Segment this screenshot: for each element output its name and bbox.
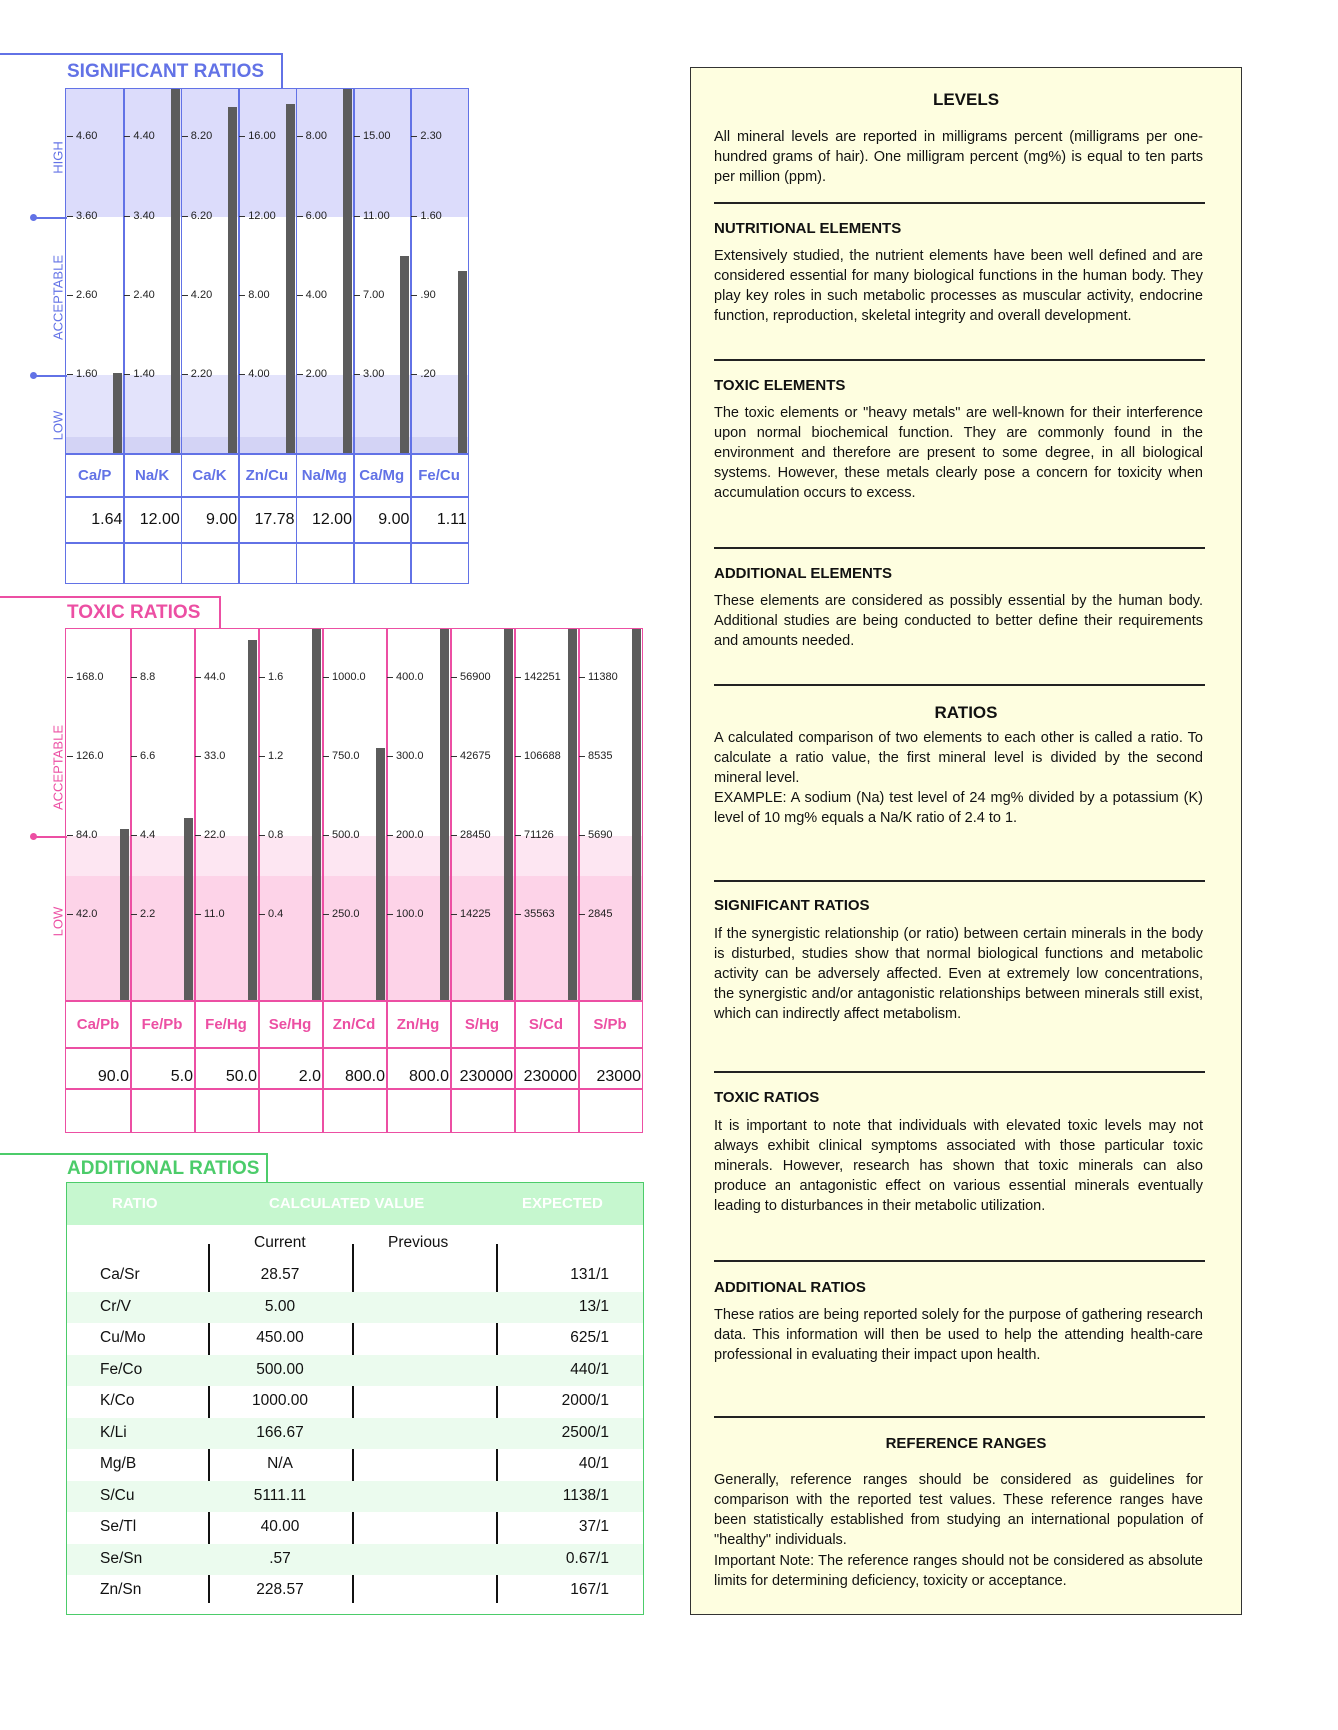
tick-label: 4.4	[131, 829, 155, 841]
tick-label: 126.0	[67, 750, 104, 762]
ratio-bar	[376, 748, 385, 1000]
row-current: 166.67	[256, 1423, 304, 1441]
header-expected: EXPECTED	[522, 1195, 603, 1212]
tick-label: 2.30	[411, 130, 441, 142]
row-current: 28.57	[260, 1266, 300, 1283]
row-expected: 37/1	[578, 1518, 609, 1535]
divider	[714, 547, 1205, 549]
tick-label: 3.00	[354, 368, 384, 380]
tick-label: 16.00	[239, 130, 276, 142]
tick-label: 250.0	[323, 908, 360, 920]
table-row	[67, 1418, 643, 1449]
band-label-high: HIGH	[50, 141, 66, 174]
tick-label: 4.60	[67, 130, 97, 142]
additional-elements-heading: ADDITIONAL ELEMENTS	[714, 565, 893, 582]
row-expected: 625/1	[570, 1329, 609, 1346]
column-divider	[194, 629, 196, 1133]
tick-label: 4.00	[239, 368, 269, 380]
tick-label: 8.20	[182, 130, 212, 142]
table-row	[67, 1481, 643, 1512]
blank-row-line	[66, 542, 468, 544]
ratio-bar	[184, 818, 193, 1000]
row-expected: 2000/1	[561, 1392, 609, 1409]
tick-label: 71126	[515, 829, 554, 841]
ratio-label: S/Pb	[593, 1016, 627, 1033]
row-ratio: Cr/V	[100, 1297, 131, 1315]
header-ratio: RATIO	[112, 1195, 158, 1212]
ratio-label: Fe/Cu	[418, 467, 460, 484]
tick-label: 33.0	[195, 750, 225, 762]
tick-label: 500.0	[323, 829, 360, 841]
additional-ratios-title: ADDITIONAL RATIOS	[67, 1158, 260, 1179]
row-current: 500.00	[256, 1360, 304, 1378]
row-ratio: K/Li	[100, 1423, 127, 1441]
band-label-acceptable: ACCEPTABLE	[50, 255, 66, 341]
tick-label: 2845	[579, 908, 612, 920]
additional-ratios-heading: ADDITIONAL RATIOS	[714, 1279, 866, 1296]
column-divider	[450, 629, 452, 1133]
row-expected: 0.67/1	[565, 1549, 609, 1567]
ratio-bar	[458, 271, 467, 453]
tick-label: 42.0	[67, 908, 97, 920]
row-current: 450.00	[256, 1329, 304, 1346]
row-ratio: Se/Sn	[100, 1549, 143, 1567]
ratio-label: Na/Mg	[301, 467, 347, 484]
tick-label: 56900	[451, 671, 491, 683]
tick-label: 3.60	[67, 210, 97, 222]
section-tab-line	[0, 53, 282, 55]
ratio-bar	[113, 373, 122, 453]
tick-label: 6.6	[131, 750, 155, 762]
divider	[714, 880, 1205, 882]
tick-label: 100.0	[387, 908, 424, 920]
tick-label: 6.00	[297, 210, 327, 222]
row-ratio: Fe/Co	[100, 1360, 143, 1378]
table-row	[67, 1292, 643, 1323]
ratio-value: 90.0	[97, 1068, 129, 1085]
row-expected: 13/1	[578, 1297, 609, 1315]
row-expected: 1138/1	[562, 1486, 609, 1504]
section-tab-edge	[219, 596, 221, 629]
tick-label: 2.2	[131, 908, 155, 920]
ratio-value: 2.0	[298, 1068, 321, 1085]
ratio-bar	[171, 89, 180, 453]
tick-label: 2.00	[297, 368, 327, 380]
column-divider	[258, 629, 260, 1133]
toxic-ratios-text: It is important to note that individuals with elevated toxic levels may not always exhibit clinical symptoms associated with those particular toxic minerals. However, research has shown that toxic minerals can also produce an antagonistic effect on various essential minerals eventually leading to disturbances in their metabolic utilization.	[714, 1118, 1203, 1214]
ratio-label: Zn/Cu	[245, 467, 289, 484]
tick-label: 8535	[579, 750, 612, 762]
row-current: 40.00	[260, 1518, 300, 1535]
row-ratio: K/Co	[100, 1392, 135, 1409]
ratio-bar	[248, 640, 257, 1000]
ratio-label: Ca/P	[78, 467, 112, 484]
row-expected: 167/1	[570, 1581, 609, 1598]
row-ratio: Se/Tl	[100, 1518, 137, 1535]
ratio-bar	[120, 829, 129, 1000]
blank-row-line	[66, 1088, 642, 1090]
ratio-value: 9.00	[206, 511, 238, 528]
tick-label: 12.00	[239, 210, 276, 222]
table-row	[67, 1260, 643, 1291]
ratio-label: Fe/Pb	[141, 1016, 183, 1033]
table-row	[67, 1575, 643, 1606]
ratio-value: 12.00	[311, 511, 352, 528]
ratio-bar	[400, 256, 409, 453]
levels-text: All mineral levels are reported in milligrams percent (milligrams per one-hundred grams of hair). One milligram percent (mg%) is equal to ten parts per million (ppm).	[714, 129, 1203, 185]
tick-label: 4.00	[297, 289, 327, 301]
ratio-label: S/Hg	[464, 1016, 500, 1033]
band-label-low: LOW	[50, 410, 66, 441]
tick-label: 8.00	[297, 130, 327, 142]
tick-label: 3.40	[124, 210, 154, 222]
ratios-example: EXAMPLE: A sodium (Na) test level of 24 mg% divided by a potassium (K) level of 10 mg% equals a Na/K ratio of 2.4 to 1.	[714, 790, 1203, 826]
column-divider	[123, 89, 125, 584]
tick-label: 2.60	[67, 289, 97, 301]
row-current: N/A	[267, 1455, 293, 1472]
ratio-bar	[312, 629, 321, 1000]
band-label-low: LOW	[50, 906, 66, 937]
tick-label: 168.0	[67, 671, 104, 683]
ratios-text: A calculated comparison of two elements to each other is called a ratio. To calculate a ratio value, the first mineral level is divided by the second mineral level.	[714, 730, 1203, 786]
divider	[714, 1416, 1205, 1418]
table-row	[67, 1355, 643, 1386]
column-divider	[514, 629, 516, 1133]
tick-label: 7.00	[354, 289, 384, 301]
tick-label: 1.40	[124, 368, 154, 380]
tick-label: 1.2	[259, 750, 283, 762]
row-expected: 40/1	[578, 1455, 609, 1472]
value-row-line	[66, 496, 468, 498]
row-ratio: S/Cu	[100, 1486, 135, 1504]
table-row	[67, 1386, 643, 1417]
ratio-bar	[286, 104, 295, 453]
low-boundary-line	[33, 375, 67, 377]
significant-ratios-heading: SIGNIFICANT RATIOS	[714, 897, 870, 914]
tick-label: 4.40	[124, 130, 154, 142]
tick-label: 142251	[515, 671, 561, 683]
column-divider	[410, 89, 412, 584]
tick-label: 300.0	[387, 750, 424, 762]
subheader-current: Current	[254, 1234, 306, 1251]
tick-label: 1000.0	[323, 671, 366, 683]
tick-label: 11.00	[354, 210, 390, 222]
row-current: 5111.11	[253, 1486, 307, 1504]
ratio-value: 800.0	[344, 1068, 385, 1085]
tick-label: 1.60	[67, 368, 97, 380]
significant-ratios-text: If the synergistic relationship (or ratio) between certain minerals in the body is disturbed, studies show that normal biological functions and metabolic activity can be adversely affected. Even at extremely low concentrations, the synergistic and/or antagonistic relationships between minerals still exist, which can indirectly affect metabolism.	[714, 926, 1203, 1022]
row-expected: 2500/1	[561, 1423, 609, 1441]
ratio-value: 50.0	[225, 1068, 257, 1085]
tick-label: 2.40	[124, 289, 154, 301]
column-divider	[296, 89, 298, 584]
ratio-label: S/Cd	[528, 1016, 564, 1033]
reference-ranges-note: Important Note: The reference ranges should not be considered as absolute limits for determining deficiency, toxicity or acceptance.	[714, 1553, 1203, 1589]
tick-label: 0.8	[259, 829, 283, 841]
row-current: 228.57	[256, 1581, 304, 1598]
low-band	[66, 876, 642, 1000]
ratio-bar	[343, 89, 352, 453]
tick-label: 2.20	[182, 368, 212, 380]
label-row-line	[66, 1000, 642, 1002]
column-divider	[322, 629, 324, 1133]
tick-label: 750.0	[323, 750, 360, 762]
tick-label: 15.00	[354, 130, 391, 142]
table-row	[67, 1323, 643, 1354]
section-tab-edge	[281, 53, 283, 89]
tick-label: .20	[411, 368, 435, 380]
ratio-label: Se/Hg	[268, 1016, 312, 1033]
low-band-upper	[66, 836, 642, 876]
tick-label: .90	[411, 289, 435, 301]
ratio-value: 12.00	[139, 511, 180, 528]
ratio-label: Zn/Hg	[396, 1016, 440, 1033]
tick-label: 84.0	[67, 829, 97, 841]
toxic-elements-heading: TOXIC ELEMENTS	[714, 377, 846, 394]
ratio-value: 23000	[596, 1068, 641, 1085]
ratio-bar	[568, 629, 577, 1000]
divider	[714, 1071, 1205, 1073]
tick-label: 22.0	[195, 829, 225, 841]
tick-label: 35563	[515, 908, 555, 920]
section-tab-line	[0, 596, 220, 598]
row-ratio: Mg/B	[100, 1455, 137, 1472]
tick-label: 0.4	[259, 908, 283, 920]
divider	[714, 1260, 1205, 1262]
tick-label: 42675	[451, 750, 491, 762]
table-row	[67, 1512, 643, 1543]
label-row-line	[66, 453, 468, 455]
tick-label: 11380	[579, 671, 618, 683]
row-ratio: Ca/Sr	[100, 1266, 140, 1283]
column-divider	[130, 629, 132, 1133]
ratio-bar	[632, 629, 641, 1000]
nutritional-heading: NUTRITIONAL ELEMENTS	[714, 220, 902, 237]
reference-ranges-text: Generally, reference ranges should be considered as guidelines for comparison with the reported test values. These reference ranges have been statistically established from studying an international population of "healthy" individuals.	[714, 1472, 1203, 1548]
ratio-value: 1.11	[436, 511, 467, 528]
additional-table-header	[67, 1183, 643, 1225]
tick-label: 5690	[579, 829, 612, 841]
toxic-ratios-heading: TOXIC RATIOS	[714, 1089, 820, 1106]
section-tab-edge	[266, 1153, 268, 1183]
tick-label: 4.20	[182, 289, 212, 301]
column-divider	[181, 89, 183, 584]
ratio-label: Na/K	[134, 467, 170, 484]
ratio-bar	[504, 629, 513, 1000]
ratio-value: 5.0	[170, 1068, 193, 1085]
table-row	[67, 1544, 643, 1575]
table-row	[67, 1449, 643, 1480]
info-panel	[690, 67, 1242, 1615]
nutritional-text: Extensively studied, the nutrient elements have been well defined and are considered essential for many biological functions in the human body. They play key roles in such metabolic processes as muscular activity, endocrine function, reproduction, skeletal integrity and overall development.	[714, 248, 1203, 324]
header-calculated-value: CALCULATED VALUE	[269, 1195, 425, 1212]
tick-label: 14225	[451, 908, 491, 920]
ratio-value: 1.64	[91, 511, 123, 528]
row-expected: 131/1	[570, 1266, 609, 1283]
tick-label: 8.00	[239, 289, 269, 301]
high-band	[66, 89, 468, 217]
row-current: 1000.00	[251, 1392, 309, 1409]
tick-label: 400.0	[387, 671, 424, 683]
ratios-heading: RATIOS	[934, 703, 998, 722]
tick-label: 1.6	[259, 671, 283, 683]
row-current: 5.00	[264, 1297, 296, 1315]
tick-label: 44.0	[195, 671, 225, 683]
tick-label: 6.20	[182, 210, 212, 222]
row-ratio: Cu/Mo	[100, 1329, 146, 1346]
column-divider	[386, 629, 388, 1133]
row-expected: 440/1	[570, 1360, 609, 1378]
levels-heading: LEVELS	[932, 90, 1000, 109]
ratio-label: Ca/Pb	[76, 1016, 120, 1033]
acceptable-band	[66, 629, 642, 836]
divider	[714, 359, 1205, 361]
reference-ranges-heading: REFERENCE RANGES	[885, 1435, 1047, 1452]
tick-label: 28450	[451, 829, 491, 841]
column-divider	[353, 89, 355, 584]
column-divider	[578, 629, 580, 1133]
row-ratio: Zn/Sn	[100, 1581, 142, 1598]
section-tab-line	[0, 1153, 267, 1155]
column-divider	[238, 89, 240, 584]
significant-ratios-title: SIGNIFICANT RATIOS	[67, 61, 265, 82]
ratio-value: 9.00	[378, 511, 410, 528]
band-label-acceptable: ACCEPTABLE	[50, 725, 66, 811]
additional-ratios-text: These ratios are being reported solely for the purpose of gathering research data. This information will then be used to help the attending health-care professional in evaluating their impact upon health.	[714, 1307, 1203, 1363]
ratio-label: Zn/Cd	[332, 1016, 376, 1033]
tick-label: 106688	[515, 750, 561, 762]
value-row-line	[66, 1047, 642, 1049]
ratio-value: 230000	[459, 1068, 513, 1085]
ratio-bar	[228, 107, 237, 453]
ratio-bar	[440, 629, 449, 1000]
toxic-elements-text: The toxic elements or "heavy metals" are well-known for their interference upon normal biochemical function. They are commonly found in the environment and therefore are present to some degree, in all biological systems. However, these metals clearly pose a concern for toxicity when accumulation occurs to excess.	[714, 405, 1203, 501]
tick-label: 1.60	[411, 210, 441, 222]
ratio-value: 17.78	[254, 511, 295, 528]
ratio-value: 800.0	[408, 1068, 449, 1085]
divider	[714, 202, 1205, 204]
low-boundary-line	[33, 836, 67, 838]
toxic-ratios-title: TOXIC RATIOS	[67, 602, 201, 623]
ratio-label: Ca/K	[192, 467, 227, 484]
ratio-label: Fe/Hg	[205, 1016, 247, 1033]
ratio-label: Ca/Mg	[359, 467, 405, 484]
high-boundary-line	[33, 217, 67, 219]
divider	[714, 684, 1205, 686]
row-current: .57	[269, 1549, 291, 1567]
ratio-value: 230000	[523, 1068, 577, 1085]
subheader-previous: Previous	[388, 1234, 449, 1251]
tick-label: 8.8	[131, 671, 155, 683]
additional-elements-text: These elements are considered as possibly essential by the human body. Additional studies are being conducted to better define their requirements and amounts needed.	[714, 593, 1203, 649]
tick-label: 200.0	[387, 829, 424, 841]
tick-label: 11.0	[195, 908, 225, 920]
